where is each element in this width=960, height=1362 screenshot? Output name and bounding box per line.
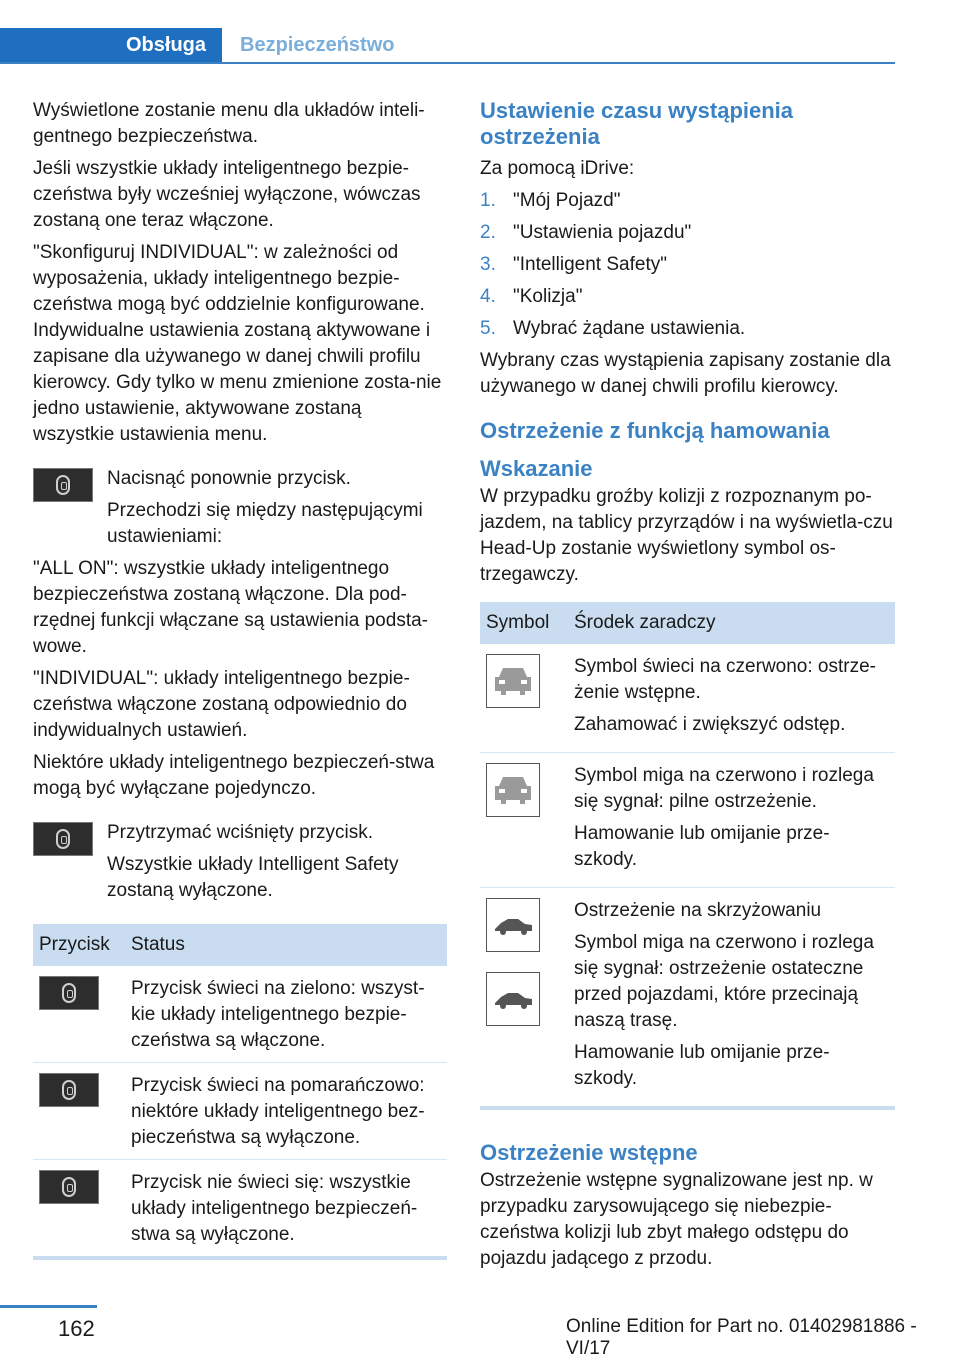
table-cell: Symbol miga na czerwono i rozlega się sygnał: pilne ostrzeżenie.: [574, 765, 874, 812]
table-row: [480, 888, 895, 1109]
table-row: [33, 1160, 447, 1259]
table-cell: Symbol świeci na czerwono: ostrze-żenie wstępne.: [574, 656, 876, 703]
button-orange-icon: [39, 1073, 99, 1107]
table-header: Przycisk: [33, 924, 125, 966]
subsection-heading: Wskazanie: [480, 456, 593, 481]
table-header: Środek zaradczy: [568, 602, 895, 644]
car-front-warning-icon: [486, 763, 540, 817]
paragraph: Wybrany czas wystąpienia zapisany zostanie dla używanego w danej chwili profilu kierowcy.: [480, 350, 891, 397]
section-heading: Ostrzeżenie z funkcją hamowania: [480, 418, 830, 443]
list-item: 2. "Ustawienia pojazdu": [480, 222, 692, 243]
table-row: [33, 1063, 447, 1160]
table-header: Status: [125, 924, 447, 966]
paragraph: Nacisnąć ponownie przycisk.: [107, 468, 351, 489]
table-cell: Symbol miga na czerwono i rozlega się sygnał: ostrzeżenie ostateczne przed pojazdami, które przecinają naszą trasę.: [574, 932, 874, 1031]
steps-list: [480, 188, 895, 342]
table-row: [480, 644, 895, 753]
table-cell: Hamowanie lub omijanie prze-szkody.: [574, 823, 830, 870]
paragraph: Przechodzi się między następującymi ustawieniami:: [107, 500, 423, 547]
table-cell: Przycisk świeci na pomarańczowo: niektóre układy inteligentnego bez-pieczeństwa są wyłączone.: [125, 1063, 447, 1160]
right-column: [480, 98, 895, 1278]
table-cell: Hamowanie lub omijanie prze-szkody.: [574, 1042, 830, 1089]
paragraph: W przypadku groźby kolizji z rozpoznanym po-jazdem, na tablicy przyrządów i na wyświetla-czu Head-Up zostanie wyświetlony symbol os-trzegawczy.: [480, 486, 893, 585]
button-instruction: [33, 466, 447, 550]
tab-obsluga[interactable]: Obsługa: [0, 28, 222, 62]
left-column: [33, 98, 447, 1260]
tab-bezpieczenstwo[interactable]: Bezpieczeństwo: [240, 33, 395, 56]
paragraph: Przytrzymać wciśnięty przycisk.: [107, 822, 374, 843]
paragraph: Za pomocą iDrive:: [480, 158, 635, 179]
intelligent-safety-button-icon: [33, 468, 93, 502]
table-row: [480, 753, 895, 888]
car-side-warning-icon: [486, 972, 540, 1026]
paragraph: Ostrzeżenie wstępne sygnalizowane jest np. w przypadku zarysowującego się niebezpie-czeństwa kolizji lub zbyt małego odstępu do pojazdu jadącego z przodu.: [480, 1170, 873, 1269]
paragraph: Jeśli wszystkie układy inteligentnego bezpie-czeństwa były wcześniej wyłączone, wówczas zostaną one teraz włączone.: [33, 158, 421, 231]
list-item: 1. "Mój Pojazd": [480, 190, 621, 211]
table-header: Symbol: [480, 602, 568, 644]
paragraph: "Skonfiguruj INDIVIDUAL": w zależności od wyposażenia, układy inteligentnego bezpie-czeństwa mogą być oddzielnie konfigurowane. Indywidualne ustawienia zostaną aktywowane i zapisane dla używanego w danej chwili profilu kierowcy. Gdy tylko w menu zmienione zosta-nie jedno ustawienie, aktywowane zostaną wszystkie ustawienia menu.: [33, 242, 442, 445]
list-item: 3. "Intelligent Safety": [480, 254, 667, 275]
paragraph: Wyświetlone zostanie menu dla układów inteli-gentnego bezpieczeństwa.: [33, 100, 425, 147]
table-cell: Przycisk świeci na zielono: wszyst-kie układy inteligentnego bezpie-czeństwa są włączone.: [125, 966, 447, 1063]
section-heading: Ustawienie czasu wystąpienia ostrzeżenia: [480, 98, 794, 149]
symbol-table: [480, 602, 895, 1110]
section-heading: Ostrzeżenie wstępne: [480, 1140, 698, 1165]
button-green-icon: [39, 976, 99, 1010]
paragraph: Wszystkie układy Intelligent Safety zostaną wyłączone.: [107, 854, 399, 901]
table-cell: Przycisk nie świeci się: wszystkie układy inteligentnego bezpieczeń-stwa są wyłączone.: [125, 1160, 447, 1259]
car-side-warning-icon: [486, 898, 540, 952]
footer-divider: [0, 1305, 97, 1308]
page-number: 162: [58, 1316, 95, 1341]
paragraph: Niektóre układy inteligentnego bezpieczeń-stwa mogą być wyłączane pojedynczo.: [33, 752, 435, 799]
intelligent-safety-button-icon: [33, 822, 93, 856]
button-status-table: [33, 924, 447, 1260]
list-item: 4. "Kolizja": [480, 286, 583, 307]
table-cell: Ostrzeżenie na skrzyżowaniu: [574, 900, 822, 921]
car-front-warning-icon: [486, 654, 540, 708]
button-off-icon: [39, 1170, 99, 1204]
table-row: [33, 966, 447, 1063]
table-cell: Zahamować i zwiększyć odstęp.: [574, 714, 846, 735]
paragraph: "ALL ON": wszystkie układy inteligentnego bezpieczeństwa zostaną włączone. Dla pod-rzędnej funkcji włączane są ustawienia podsta-wowe.: [33, 558, 428, 657]
list-item: 5. Wybrać żądane ustawienia.: [480, 318, 746, 339]
paragraph: "INDIVIDUAL": układy inteligentnego bezpie-czeństwa włączone zostaną odpowiednio do indywidualnych ustawień.: [33, 668, 410, 741]
header-bar: [0, 28, 895, 64]
edition-note: Online Edition for Part no. 01402981886 - VI/17: [566, 1316, 917, 1359]
button-instruction: [33, 820, 447, 904]
